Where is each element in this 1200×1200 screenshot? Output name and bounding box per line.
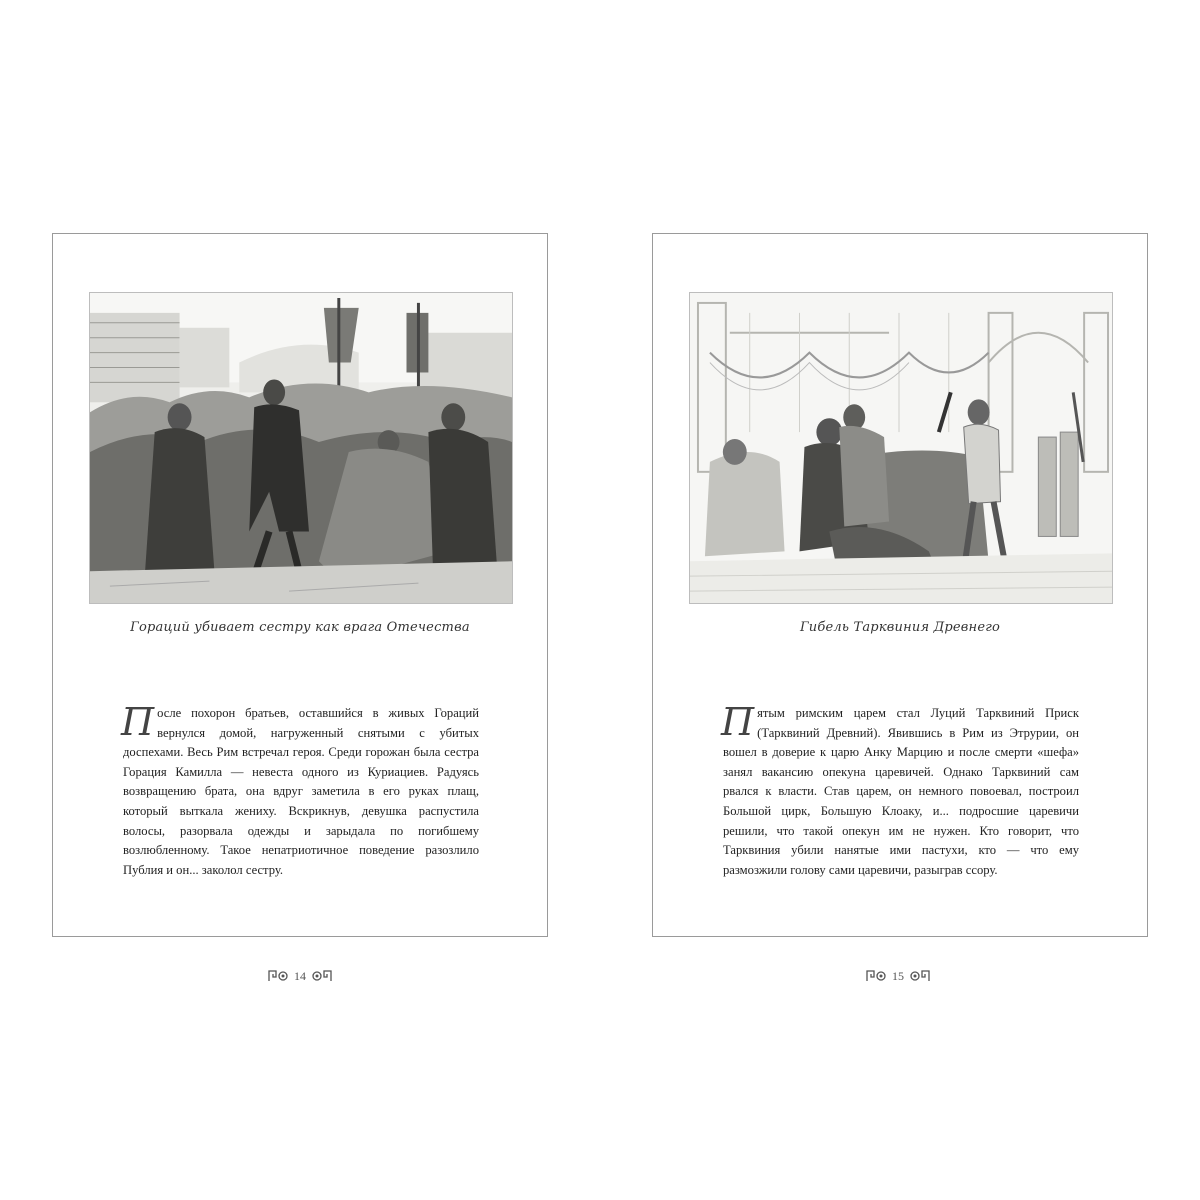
meander-ornament-icon xyxy=(908,970,930,982)
engraving-horatius-kills-sister xyxy=(89,292,513,604)
right-page xyxy=(652,233,1148,937)
body-paragraph xyxy=(121,700,479,880)
illustration-caption: Гибель Тарквиния Древнего xyxy=(799,620,1001,635)
drop-cap: П xyxy=(721,700,755,744)
illustration-caption: Гораций убивает сестру как врага Отечества xyxy=(130,620,470,635)
meander-ornament-icon xyxy=(310,970,332,982)
drop-cap: П xyxy=(121,700,155,744)
paragraph-text: осле похорон братьев, оставшийся в живых Гораций вернулся домой, нагруженный снятыми с убитых доспехами. Весь Рим встречал героя. Среди горожан была сестра Горация Камилла — невеста одного из Куриациев. Радуясь возвращению брата, она вдруг заметила в его руках плащ, который выткала жениху. Вскрикнув, девушка распустила волосы, разорвала одежды и зарыдала по погибшему возлюбленному. Такое непатриотичное поведение разозлило Публия и он... заколол сестру. xyxy=(123,706,479,877)
page-number: 15 xyxy=(892,968,904,983)
paragraph-text: ятым римским царем стал Луций Тарквиний Приск (Тарквиний Древний). Явившись в Рим из Этрурии, он вошел в доверие к царю Анку Марцию и после смерти «шефа» занял вакансию опекуна царевичей. Однако Тарквиний сам рвался к власти. Став царем, он немного повоевал, построил Большой цирк, Большую Клоаку, и... подросшие царевичи решили, что такой опекун им не нужен. Кто говорит, что Тарквиния убили нанятые ими пастухи, кто — что ему размозжили голову сами царевичи, разыграв ссору. xyxy=(723,706,1079,877)
page-number-footer xyxy=(866,968,930,984)
meander-ornament-icon xyxy=(268,970,290,982)
meander-ornament-icon xyxy=(866,970,888,982)
body-paragraph xyxy=(721,700,1079,880)
left-page xyxy=(52,233,548,937)
page-number: 14 xyxy=(294,968,306,983)
page-number-footer xyxy=(268,968,332,984)
engraving-death-of-tarquinius xyxy=(689,292,1113,604)
